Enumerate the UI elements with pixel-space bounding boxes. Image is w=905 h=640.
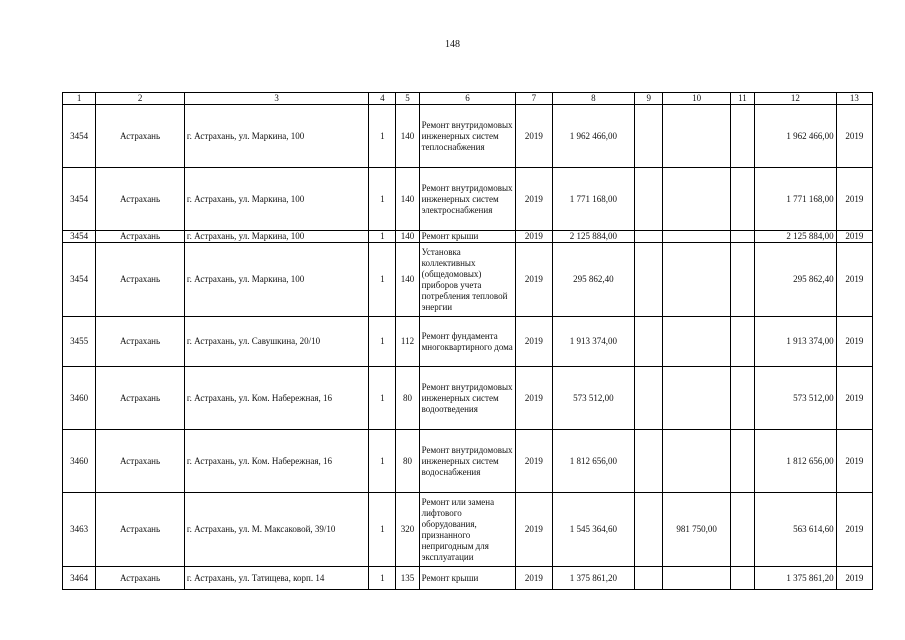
cell-col-13: 2019 xyxy=(836,231,872,243)
cell-work-type: Ремонт внутридомовых инженерных систем водоотведения xyxy=(419,367,516,430)
cell-col-10 xyxy=(663,168,731,231)
cell-col-12: 295 862,40 xyxy=(755,243,837,317)
cell-work-type: Ремонт внутридомовых инженерных систем водоснабжения xyxy=(419,430,516,493)
cell-total-cost: 295 862,40 xyxy=(552,243,635,317)
cell-object-id: 3460 xyxy=(63,430,96,493)
cell-col-4: 1 xyxy=(369,430,396,493)
cell-object-id: 3454 xyxy=(63,168,96,231)
cell-col-12: 1 771 168,00 xyxy=(755,168,837,231)
cell-work-type: Ремонт крыши xyxy=(419,567,516,590)
cell-address: г. Астрахань, ул. Савушкина, 20/10 xyxy=(184,317,368,367)
cell-col-12: 1 375 861,20 xyxy=(755,567,837,590)
cell-municipality: Астрахань xyxy=(96,168,185,231)
cell-col-9 xyxy=(635,243,663,317)
cell-col-5: 140 xyxy=(396,231,419,243)
column-header: 6 xyxy=(419,93,516,105)
cell-col-4: 1 xyxy=(369,493,396,567)
cell-col-4: 1 xyxy=(369,367,396,430)
cell-year: 2019 xyxy=(516,317,552,367)
cell-work-type: Ремонт фундамента многоквартирного дома xyxy=(419,317,516,367)
cell-address: г. Астрахань, ул. Маркина, 100 xyxy=(184,243,368,317)
cell-col-10 xyxy=(663,367,731,430)
cell-col-11 xyxy=(730,168,754,231)
cell-object-id: 3464 xyxy=(63,567,96,590)
cell-col-13: 2019 xyxy=(836,105,872,168)
cell-year: 2019 xyxy=(516,231,552,243)
cell-year: 2019 xyxy=(516,243,552,317)
cell-work-type: Установка коллективных (общедомовых) приборов учета потребления тепловой энергии xyxy=(419,243,516,317)
cell-work-type: Ремонт внутридомовых инженерных систем теплоснабжения xyxy=(419,105,516,168)
cell-col-11 xyxy=(730,105,754,168)
cell-col-13: 2019 xyxy=(836,430,872,493)
cell-year: 2019 xyxy=(516,430,552,493)
cell-col-9 xyxy=(635,231,663,243)
cell-col-5: 112 xyxy=(396,317,419,367)
cell-col-4: 1 xyxy=(369,231,396,243)
cell-municipality: Астрахань xyxy=(96,430,185,493)
column-header: 11 xyxy=(730,93,754,105)
cell-object-id: 3455 xyxy=(63,317,96,367)
cell-col-12: 1 962 466,00 xyxy=(755,105,837,168)
cell-total-cost: 1 771 168,00 xyxy=(552,168,635,231)
column-header: 7 xyxy=(516,93,552,105)
column-header: 8 xyxy=(552,93,635,105)
cell-object-id: 3460 xyxy=(63,367,96,430)
page-number: 148 xyxy=(445,39,460,50)
cell-total-cost: 1 962 466,00 xyxy=(552,105,635,168)
cell-object-id: 3454 xyxy=(63,231,96,243)
cell-col-5: 140 xyxy=(396,243,419,317)
cell-col-12: 1 812 656,00 xyxy=(755,430,837,493)
column-header: 4 xyxy=(369,93,396,105)
cell-municipality: Астрахань xyxy=(96,231,185,243)
cell-municipality: Астрахань xyxy=(96,367,185,430)
cell-col-10 xyxy=(663,430,731,493)
cell-municipality: Астрахань xyxy=(96,317,185,367)
cell-col-10 xyxy=(663,243,731,317)
cell-col-5: 135 xyxy=(396,567,419,590)
cell-col-13: 2019 xyxy=(836,367,872,430)
table-row xyxy=(63,567,873,590)
cell-col-5: 80 xyxy=(396,430,419,493)
table-row xyxy=(63,317,873,367)
cell-col-11 xyxy=(730,243,754,317)
column-header: 2 xyxy=(96,93,185,105)
cell-object-id: 3454 xyxy=(63,105,96,168)
cell-col-9 xyxy=(635,105,663,168)
column-header: 3 xyxy=(184,93,368,105)
cell-col-12: 573 512,00 xyxy=(755,367,837,430)
cell-col-10 xyxy=(663,317,731,367)
cell-col-5: 80 xyxy=(396,367,419,430)
cell-object-id: 3463 xyxy=(63,493,96,567)
table-row xyxy=(63,243,873,317)
column-header: 13 xyxy=(836,93,872,105)
cell-col-13: 2019 xyxy=(836,493,872,567)
cell-municipality: Астрахань xyxy=(96,105,185,168)
cell-municipality: Астрахань xyxy=(96,243,185,317)
cell-col-10 xyxy=(663,231,731,243)
cell-address: г. Астрахань, ул. М. Максаковой, 39/10 xyxy=(184,493,368,567)
cell-year: 2019 xyxy=(516,367,552,430)
cell-col-11 xyxy=(730,567,754,590)
cell-year: 2019 xyxy=(516,168,552,231)
cell-col-12: 563 614,60 xyxy=(755,493,837,567)
cell-col-13: 2019 xyxy=(836,168,872,231)
header-row xyxy=(63,93,873,105)
cell-col-4: 1 xyxy=(369,168,396,231)
cell-total-cost: 1 545 364,60 xyxy=(552,493,635,567)
table-row xyxy=(63,493,873,567)
cell-year: 2019 xyxy=(516,493,552,567)
cell-col-11 xyxy=(730,430,754,493)
cell-col-9 xyxy=(635,317,663,367)
cell-col-5: 320 xyxy=(396,493,419,567)
column-header: 1 xyxy=(63,93,96,105)
cell-col-4: 1 xyxy=(369,567,396,590)
column-header: 12 xyxy=(755,93,837,105)
column-header: 10 xyxy=(663,93,731,105)
cell-total-cost: 1 913 374,00 xyxy=(552,317,635,367)
cell-col-5: 140 xyxy=(396,105,419,168)
table-row xyxy=(63,231,873,243)
cell-col-11 xyxy=(730,231,754,243)
cell-col-5: 140 xyxy=(396,168,419,231)
cell-col-9 xyxy=(635,567,663,590)
table-row xyxy=(63,168,873,231)
cell-address: г. Астрахань, ул. Маркина, 100 xyxy=(184,168,368,231)
column-header: 5 xyxy=(396,93,419,105)
cell-municipality: Астрахань xyxy=(96,567,185,590)
cell-col-9 xyxy=(635,367,663,430)
cell-col-10 xyxy=(663,567,731,590)
cell-address: г. Астрахань, ул. Татищева, корп. 14 xyxy=(184,567,368,590)
column-header: 9 xyxy=(635,93,663,105)
cell-col-9 xyxy=(635,168,663,231)
cell-year: 2019 xyxy=(516,567,552,590)
cell-col-13: 2019 xyxy=(836,243,872,317)
cell-col-11 xyxy=(730,367,754,430)
cell-col-4: 1 xyxy=(369,317,396,367)
table-row xyxy=(63,430,873,493)
cell-total-cost: 1 375 861,20 xyxy=(552,567,635,590)
cell-municipality: Астрахань xyxy=(96,493,185,567)
table-row xyxy=(63,367,873,430)
cell-address: г. Астрахань, ул. Маркина, 100 xyxy=(184,231,368,243)
cell-object-id: 3454 xyxy=(63,243,96,317)
cell-col-12: 2 125 884,00 xyxy=(755,231,837,243)
cell-col-13: 2019 xyxy=(836,567,872,590)
cell-year: 2019 xyxy=(516,105,552,168)
cell-address: г. Астрахань, ул. Ком. Набережная, 16 xyxy=(184,430,368,493)
cell-total-cost: 1 812 656,00 xyxy=(552,430,635,493)
cell-col-9 xyxy=(635,430,663,493)
cell-total-cost: 2 125 884,00 xyxy=(552,231,635,243)
cell-col-13: 2019 xyxy=(836,317,872,367)
cell-col-9 xyxy=(635,493,663,567)
cell-address: г. Астрахань, ул. Ком. Набережная, 16 xyxy=(184,367,368,430)
cell-address: г. Астрахань, ул. Маркина, 100 xyxy=(184,105,368,168)
cell-work-type: Ремонт или замена лифтового оборудования, признанного непригодным для эксплуатации xyxy=(419,493,516,567)
cell-col-11 xyxy=(730,317,754,367)
cell-total-cost: 573 512,00 xyxy=(552,367,635,430)
cell-col-4: 1 xyxy=(369,105,396,168)
cell-work-type: Ремонт внутридомовых инженерных систем электроснабжения xyxy=(419,168,516,231)
cell-col-10: 981 750,00 xyxy=(663,493,731,567)
cell-work-type: Ремонт крыши xyxy=(419,231,516,243)
cell-col-10 xyxy=(663,105,731,168)
cell-col-12: 1 913 374,00 xyxy=(755,317,837,367)
table-row xyxy=(63,105,873,168)
cell-col-11 xyxy=(730,493,754,567)
cell-col-4: 1 xyxy=(369,243,396,317)
capital-repair-table xyxy=(62,92,873,590)
